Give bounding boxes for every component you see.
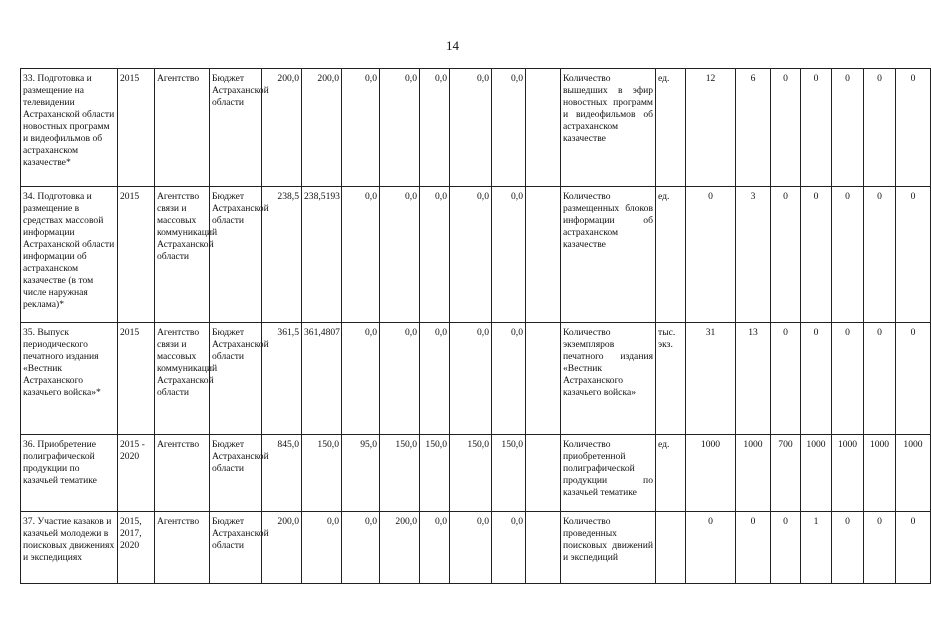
funding-2017: 150,0	[380, 435, 420, 512]
table-row	[21, 187, 931, 323]
indicator-unit: тыс. экз.	[656, 323, 686, 435]
funding-2020: 0,0	[492, 323, 526, 435]
indicator-unit	[656, 512, 686, 584]
activity-years: 2015	[118, 187, 155, 323]
indicator-value: 31	[686, 323, 736, 435]
funding-total: 200,0	[262, 69, 302, 187]
indicator-value: 0	[896, 512, 931, 584]
funding-2015: 361,4807	[302, 323, 342, 435]
indicator-value: 0	[771, 187, 801, 323]
activity-executor: Агентство	[155, 512, 210, 584]
indicator-value: 12	[686, 69, 736, 187]
indicator-value: 1000	[736, 435, 771, 512]
indicator-value: 0	[864, 323, 896, 435]
program-activities-table	[20, 68, 931, 584]
funding-2018: 150,0	[420, 435, 450, 512]
indicator-unit: ед.	[656, 69, 686, 187]
funding-2017: 0,0	[380, 187, 420, 323]
funding-2018: 0,0	[420, 323, 450, 435]
funding-2017: 0,0	[380, 69, 420, 187]
activity-years: 2015	[118, 69, 155, 187]
indicator-value: 0	[801, 323, 832, 435]
activity-name: 36. Приобретение полиграфической продукции по казачьей тематике	[21, 435, 118, 512]
indicator-name: Количество размещенных блоков информации об астраханском казачестве	[561, 187, 656, 323]
indicator-unit: ед.	[656, 435, 686, 512]
funding-2016: 95,0	[342, 435, 380, 512]
table-row	[21, 512, 931, 584]
indicator-value: 0	[832, 323, 864, 435]
funding-total: 200,0	[262, 512, 302, 584]
funding-total: 361,5	[262, 323, 302, 435]
indicator-value: 0	[801, 69, 832, 187]
funding-2019: 0,0	[450, 512, 492, 584]
funding-2020: 0,0	[492, 187, 526, 323]
spacer-cell	[526, 323, 561, 435]
indicator-value: 1000	[686, 435, 736, 512]
funding-2019: 0,0	[450, 323, 492, 435]
indicator-value: 0	[864, 512, 896, 584]
spacer-cell	[526, 187, 561, 323]
table-row	[21, 323, 931, 435]
indicator-value: 0	[832, 512, 864, 584]
funding-source: Бюджет Астраханской области	[210, 435, 262, 512]
funding-source: Бюджет Астраханской области	[210, 187, 262, 323]
indicator-value: 0	[771, 323, 801, 435]
funding-total: 845,0	[262, 435, 302, 512]
indicator-value: 0	[686, 187, 736, 323]
indicator-value: 0	[801, 187, 832, 323]
indicator-value: 3	[736, 187, 771, 323]
indicator-value: 0	[864, 187, 896, 323]
table-row	[21, 435, 931, 512]
indicator-value: 1000	[896, 435, 931, 512]
funding-source: Бюджет Астраханской области	[210, 69, 262, 187]
activity-years: 2015, 2017, 2020	[118, 512, 155, 584]
funding-2018: 0,0	[420, 512, 450, 584]
indicator-value: 0	[771, 69, 801, 187]
indicator-name: Количество вышедших в эфир новостных программ и видеофильмов об астраханском казачестве	[561, 69, 656, 187]
indicator-value: 13	[736, 323, 771, 435]
indicator-value: 0	[896, 69, 931, 187]
funding-2019: 0,0	[450, 69, 492, 187]
funding-source: Бюджет Астраханской области	[210, 323, 262, 435]
indicator-value: 1000	[832, 435, 864, 512]
indicator-unit: ед.	[656, 187, 686, 323]
funding-2017: 200,0	[380, 512, 420, 584]
activity-executor: Агентство связи и массовых коммуникаций Астраханской области	[155, 323, 210, 435]
indicator-value: 0	[736, 512, 771, 584]
activity-name: 33. Подготовка и размещение на телевидении Астраханской области новостных программ и видеофильмов об астраханском казачестве*	[21, 69, 118, 187]
funding-2019: 150,0	[450, 435, 492, 512]
funding-2015: 200,0	[302, 69, 342, 187]
activity-name: 34. Подготовка и размещение в средствах массовой информации Астраханской области информации об астраханском казачестве (в том числе наружная реклама)*	[21, 187, 118, 323]
funding-2016: 0,0	[342, 323, 380, 435]
indicator-name: Количество проведенных поисковых движений и экспедиций	[561, 512, 656, 584]
table-row	[21, 69, 931, 187]
funding-2020: 150,0	[492, 435, 526, 512]
indicator-value: 1000	[864, 435, 896, 512]
activity-years: 2015 - 2020	[118, 435, 155, 512]
indicator-value: 0	[864, 69, 896, 187]
indicator-value: 0	[832, 69, 864, 187]
activity-executor: Агентство	[155, 435, 210, 512]
spacer-cell	[526, 69, 561, 187]
funding-2016: 0,0	[342, 512, 380, 584]
indicator-name: Количество приобретенной полиграфической продукции по казачьей тематике	[561, 435, 656, 512]
funding-2016: 0,0	[342, 187, 380, 323]
indicator-value: 700	[771, 435, 801, 512]
activity-executor: Агентство	[155, 69, 210, 187]
activity-executor: Агентство связи и массовых коммуникаций Астраханской области	[155, 187, 210, 323]
funding-2020: 0,0	[492, 512, 526, 584]
spacer-cell	[526, 512, 561, 584]
activity-name: 35. Выпуск периодического печатного издания «Вестник Астраханского казачьего войска»*	[21, 323, 118, 435]
indicator-value: 0	[896, 187, 931, 323]
indicator-value: 1000	[801, 435, 832, 512]
activity-years: 2015	[118, 323, 155, 435]
funding-2018: 0,0	[420, 187, 450, 323]
page-number: 14	[446, 38, 459, 53]
indicator-value: 0	[896, 323, 931, 435]
funding-source: Бюджет Астраханской области	[210, 512, 262, 584]
spacer-cell	[526, 435, 561, 512]
funding-2017: 0,0	[380, 323, 420, 435]
funding-2016: 0,0	[342, 69, 380, 187]
funding-2020: 0,0	[492, 69, 526, 187]
indicator-value: 1	[801, 512, 832, 584]
funding-2015: 238,5193	[302, 187, 342, 323]
funding-2015: 0,0	[302, 512, 342, 584]
indicator-value: 6	[736, 69, 771, 187]
funding-total: 238,5	[262, 187, 302, 323]
funding-2019: 0,0	[450, 187, 492, 323]
funding-2015: 150,0	[302, 435, 342, 512]
activity-name: 37. Участие казаков и казачьей молодежи в поисковых движениях и экспедициях	[21, 512, 118, 584]
indicator-name: Количество экземпляров печатного издания «Вестник Астраханского казачьего войска»	[561, 323, 656, 435]
funding-2018: 0,0	[420, 69, 450, 187]
indicator-value: 0	[686, 512, 736, 584]
indicator-value: 0	[832, 187, 864, 323]
indicator-value: 0	[771, 512, 801, 584]
